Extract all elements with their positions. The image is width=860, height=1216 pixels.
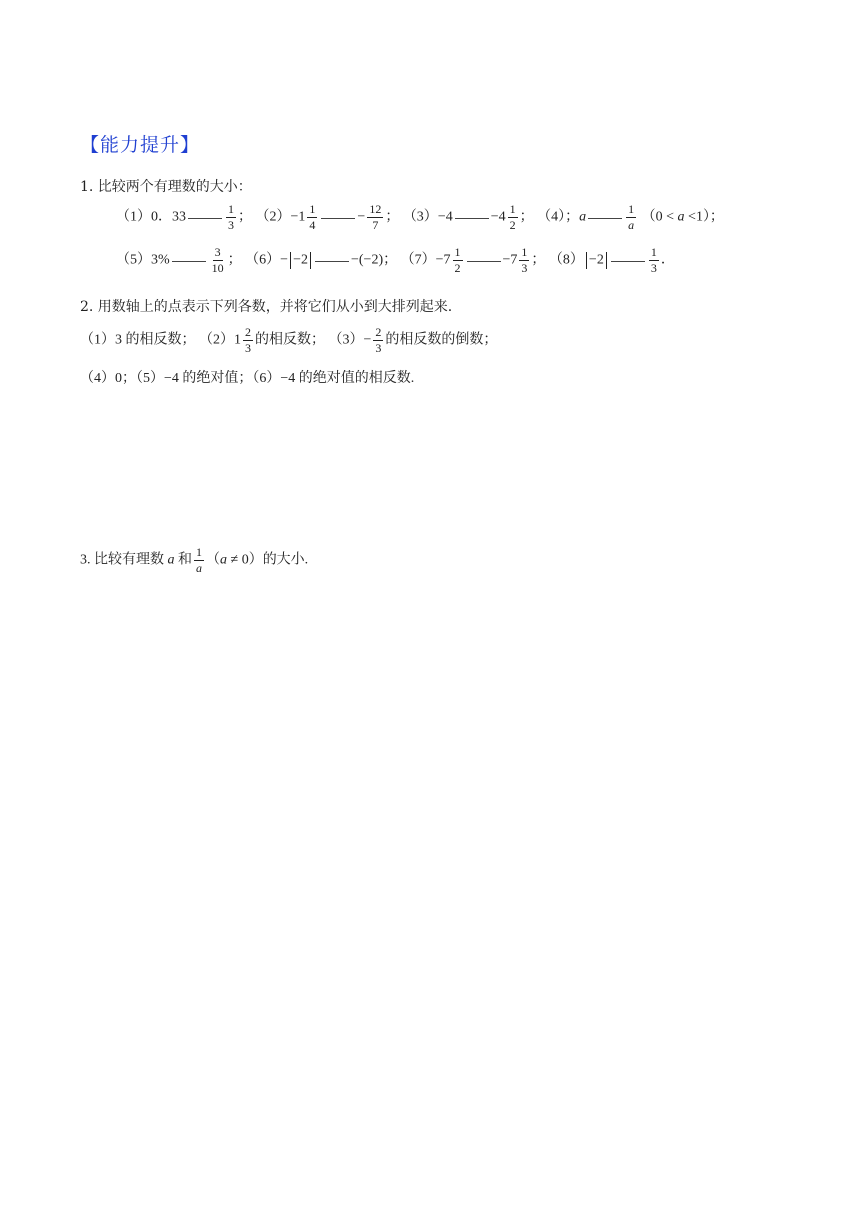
separator: ；	[227, 252, 242, 268]
q1-item7-rhs-whole: −7	[502, 252, 518, 268]
q3-and: 和	[178, 552, 192, 568]
q1-item8-rhs-fraction	[649, 246, 659, 275]
fraction-numerator: 1	[196, 545, 202, 559]
q1-item8-lhs-inner: −2	[588, 252, 604, 268]
q1-item2-lhs-fraction	[307, 203, 317, 232]
q3-stem	[80, 546, 308, 575]
q2-item2-label: （2）	[199, 332, 234, 348]
q2-stem: 2. 用数轴上的点表示下列各数，并将它们从小到大排列起来.	[80, 299, 453, 315]
q2-item3-sign: −	[363, 332, 372, 348]
q2-row1	[80, 326, 497, 355]
less-than: <	[688, 209, 696, 225]
fraction-denominator: a	[628, 218, 635, 232]
q2-item2-fraction	[243, 326, 253, 355]
q2-item2-whole: 1	[234, 332, 241, 348]
q1-row1	[116, 203, 724, 232]
q1-item6-label: （6）	[245, 252, 281, 268]
q1-item2-label: （2）	[255, 209, 291, 225]
answer-blank[interactable]	[611, 260, 645, 262]
fraction-numerator: 12	[369, 202, 382, 216]
q2-item3-label: （3）	[328, 332, 364, 348]
q1-item2-rhs-fraction	[367, 203, 383, 232]
q1-item2-lhs-whole: −1	[290, 209, 306, 225]
answer-blank[interactable]	[315, 260, 349, 262]
abs-bar	[586, 252, 587, 269]
answer-blank[interactable]	[172, 260, 206, 262]
q1-item3-rhs-fraction	[508, 203, 518, 232]
fraction-denominator: 2	[454, 261, 461, 275]
fraction-numerator: 1	[309, 202, 316, 216]
fraction-numerator: 3	[214, 245, 221, 259]
fraction-denominator: 4	[309, 218, 316, 232]
separator: ；	[385, 209, 400, 225]
answer-blank[interactable]	[455, 217, 489, 219]
separator: ；	[238, 209, 252, 225]
fraction-numerator: 2	[245, 325, 251, 339]
q2-item1: （1）3 的相反数；	[80, 332, 196, 348]
q1-item4-lhs: a	[579, 209, 587, 225]
q3-tail: 的大小.	[262, 552, 309, 568]
less-than: <	[666, 209, 675, 225]
paren-close: ）	[248, 552, 263, 568]
separator: ；	[531, 252, 546, 268]
q1-item5-rhs-fraction	[210, 246, 226, 275]
q1-row2	[116, 246, 675, 275]
q1-item4-label: （4）；	[537, 209, 580, 225]
q1-item7-rhs-fraction	[519, 246, 529, 275]
abs-bar	[290, 252, 291, 269]
q1-item6-lhs-sign: −	[280, 252, 289, 268]
separator: ；	[519, 209, 534, 225]
q1-stem: 1. 比较两个有理数的大小：	[80, 179, 252, 195]
fraction-numerator: 1	[509, 202, 516, 216]
q2-item2-tail: 的相反数；	[255, 332, 325, 348]
answer-blank[interactable]	[588, 217, 622, 219]
q1-item5-label: （5）	[116, 252, 151, 268]
q1-item1-label: （1）	[116, 209, 151, 225]
abs-bar	[606, 252, 607, 269]
q1-item2-rhs-sign: −	[357, 209, 366, 225]
q2-item3-fraction	[373, 326, 383, 355]
fraction-denominator: 3	[228, 218, 234, 232]
q1-item7-label: （7）	[400, 252, 436, 268]
q1-item7-lhs-whole: −7	[435, 252, 451, 268]
fraction-numerator: 1	[628, 202, 635, 216]
q1-item4-rhs-fraction	[626, 203, 636, 232]
paren-close: ）；	[702, 209, 724, 225]
section-heading: 【能力提升】	[80, 134, 201, 156]
q1-item6-lhs-inner: −2	[293, 252, 308, 268]
abs-bar	[310, 252, 311, 269]
fraction-denominator: 3	[245, 341, 251, 355]
cond-var-a: a	[677, 209, 685, 225]
q3-cond-zero: 0	[241, 552, 249, 568]
fraction-numerator: 1	[650, 245, 657, 259]
fraction-numerator: 2	[375, 325, 382, 339]
q3-stem-text: 3. 比较有理数	[80, 552, 164, 568]
q1-item6-rhs: −(−2)	[350, 252, 384, 268]
fraction-denominator: 3	[375, 341, 382, 355]
q1-item1-lhs: 0．33	[151, 209, 186, 225]
fraction-denominator: 3	[650, 261, 657, 275]
fraction-denominator: 7	[372, 218, 379, 232]
q1-item3-rhs-whole: −4	[490, 209, 506, 225]
q1-item5-lhs: 3%	[151, 252, 170, 268]
q1-item8-label: （8）	[548, 252, 584, 268]
q1-item1-fraction	[226, 203, 236, 232]
q3-cond-var: a	[220, 552, 227, 568]
cond-one: 1	[695, 209, 703, 225]
q1-item3-lhs: −4	[437, 209, 453, 225]
q2-item3-tail: 的相反数的倒数；	[385, 332, 498, 348]
cond-zero: 0	[655, 209, 663, 225]
fraction-denominator: 2	[509, 218, 516, 232]
fraction-denominator: 10	[211, 261, 224, 275]
period: ．	[660, 252, 675, 268]
answer-blank[interactable]	[188, 217, 222, 219]
q3-var-a: a	[167, 552, 175, 568]
not-equal: ≠	[230, 552, 239, 568]
answer-blank[interactable]	[321, 217, 355, 219]
q2-row2: （4）0；（5）−4 的绝对值；（6）−4 的绝对值的相反数.	[80, 371, 415, 386]
separator: ；	[383, 252, 398, 268]
fraction-numerator: 1	[521, 245, 528, 259]
fraction-numerator: 1	[228, 202, 234, 216]
q1-item3-label: （3）	[402, 209, 438, 225]
fraction-numerator: 1	[454, 245, 461, 259]
q1-item7-lhs-fraction	[453, 246, 463, 275]
answer-blank[interactable]	[467, 260, 501, 262]
fraction-denominator: a	[196, 561, 202, 575]
fraction-denominator: 3	[521, 261, 528, 275]
paren-open: （	[206, 552, 220, 568]
paren-open: （	[641, 209, 656, 225]
q3-fraction	[194, 546, 204, 575]
